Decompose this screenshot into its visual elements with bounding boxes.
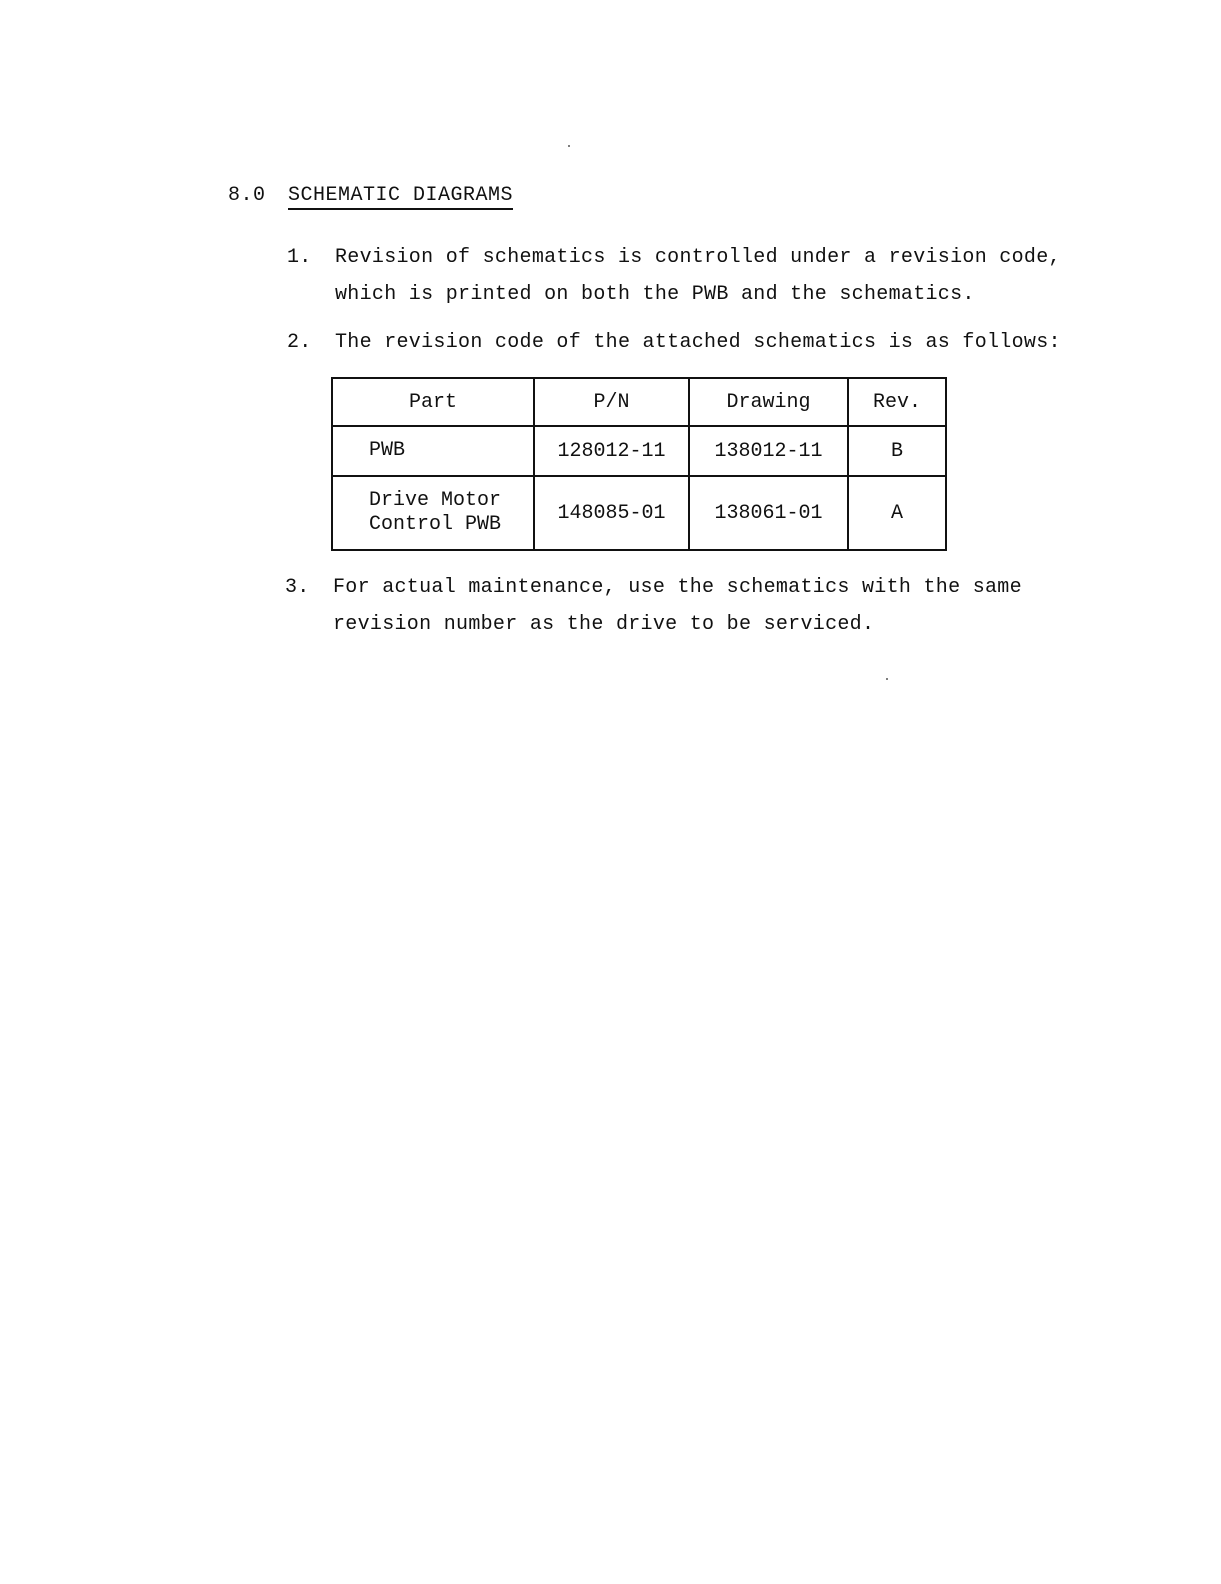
header-rev: Rev. xyxy=(848,378,946,426)
revision-table xyxy=(331,377,947,551)
list-item-line: revision number as the drive to be serviced. xyxy=(333,613,875,636)
table-header-row xyxy=(332,378,946,426)
cell-rev: A xyxy=(848,476,946,550)
list-item-line: which is printed on both the PWB and the schematics. xyxy=(335,283,975,306)
list-item-number: 2. xyxy=(287,331,312,354)
list-item-text xyxy=(333,569,1022,643)
table-row xyxy=(332,426,946,476)
list-item-text xyxy=(335,324,1061,361)
header-part: Part xyxy=(332,378,534,426)
list-item-line: For actual maintenance, use the schematics with the same xyxy=(333,576,1022,599)
header-drawing: Drawing xyxy=(689,378,848,426)
section-title: SCHEMATIC DIAGRAMS xyxy=(288,184,513,210)
table-row xyxy=(332,476,946,550)
cell-rev: B xyxy=(848,426,946,476)
scan-speck xyxy=(568,145,570,147)
list-item-number: 3. xyxy=(285,576,310,599)
cell-part xyxy=(332,426,534,476)
cell-part xyxy=(332,476,534,550)
cell-part-line: Control PWB xyxy=(369,513,502,536)
section-number: 8.0 xyxy=(228,184,266,207)
list-item-line: The revision code of the attached schematics is as follows: xyxy=(335,331,1061,354)
cell-part-line: PWB xyxy=(369,439,406,462)
cell-drawing: 138012-11 xyxy=(689,426,848,476)
scan-speck xyxy=(886,678,888,680)
cell-part-line: Drive Motor xyxy=(369,489,502,512)
list-item-line: Revision of schematics is controlled under a revision code, xyxy=(335,246,1061,269)
cell-pn: 128012-11 xyxy=(534,426,689,476)
list-item-number: 1. xyxy=(287,246,312,269)
section-heading xyxy=(228,184,513,210)
header-pn: P/N xyxy=(534,378,689,426)
cell-drawing: 138061-01 xyxy=(689,476,848,550)
cell-pn: 148085-01 xyxy=(534,476,689,550)
list-item-text xyxy=(335,239,1061,313)
